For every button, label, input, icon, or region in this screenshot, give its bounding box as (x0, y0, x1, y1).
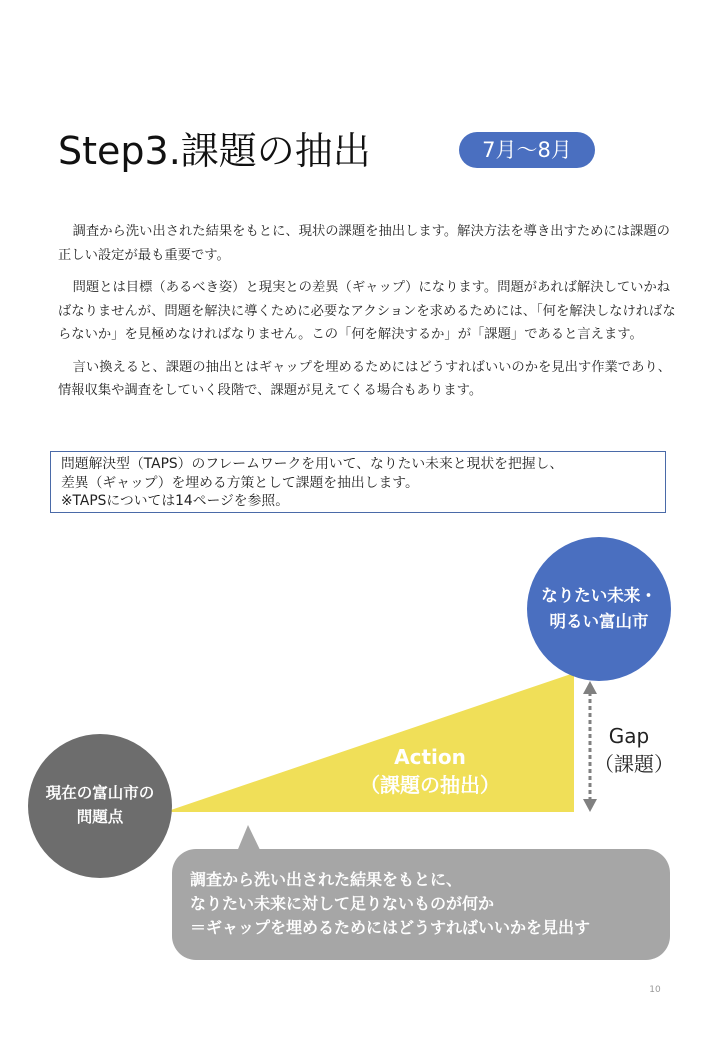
period-badge: 7月～8月 (459, 132, 595, 168)
bubble-text: 調査から洗い出された結果をもとに、 なりたい未来に対して足りないものが何か ＝ギャップを埋めるためにはどうすればいいかを見出す (190, 870, 591, 937)
note-line: 問題解決型（TAPS）のフレームワークを用いて、なりたい未来と現状を把握し、 (61, 456, 564, 472)
future-label: なりたい未来・ 明るい富山市 (541, 586, 657, 631)
page-number: 10 (649, 985, 661, 995)
paragraph: 問題とは目標（あるべき姿）と現実との差異（ギャップ）になります。問題があれば解決していかねばなりませんが、問題を解決に導くために必要なアクションを求めるためには、「何を解決しなければならないか」を見極めなければなりません。この「何を解決するか」が「課題」であると言えます。 (58, 280, 676, 342)
action-label: Action （課題の抽出） (360, 745, 500, 797)
paragraph: 調査から洗い出された結果をもとに、現状の課題を抽出します。解決方法を導き出すためには課題の正しい設定が最も重要です。 (58, 224, 670, 263)
paragraph: 言い換えると、課題の抽出とはギャップを埋めるためにはどうすればいいのかを見出す作業であり、情報収集や調査をしていく段階で、課題が見えてくる場合もあります。 (58, 359, 671, 398)
gap-label: Gap （課題） (594, 724, 674, 776)
problem-label: 現在の富山市の 問題点 (45, 784, 155, 826)
note-line: ※TAPSについては14ページを参照。 (61, 493, 289, 509)
page-title: Step3.課題の抽出 (58, 129, 371, 173)
note-line: 差異（ギャップ）を埋める方策として課題を抽出します。 (61, 474, 419, 491)
